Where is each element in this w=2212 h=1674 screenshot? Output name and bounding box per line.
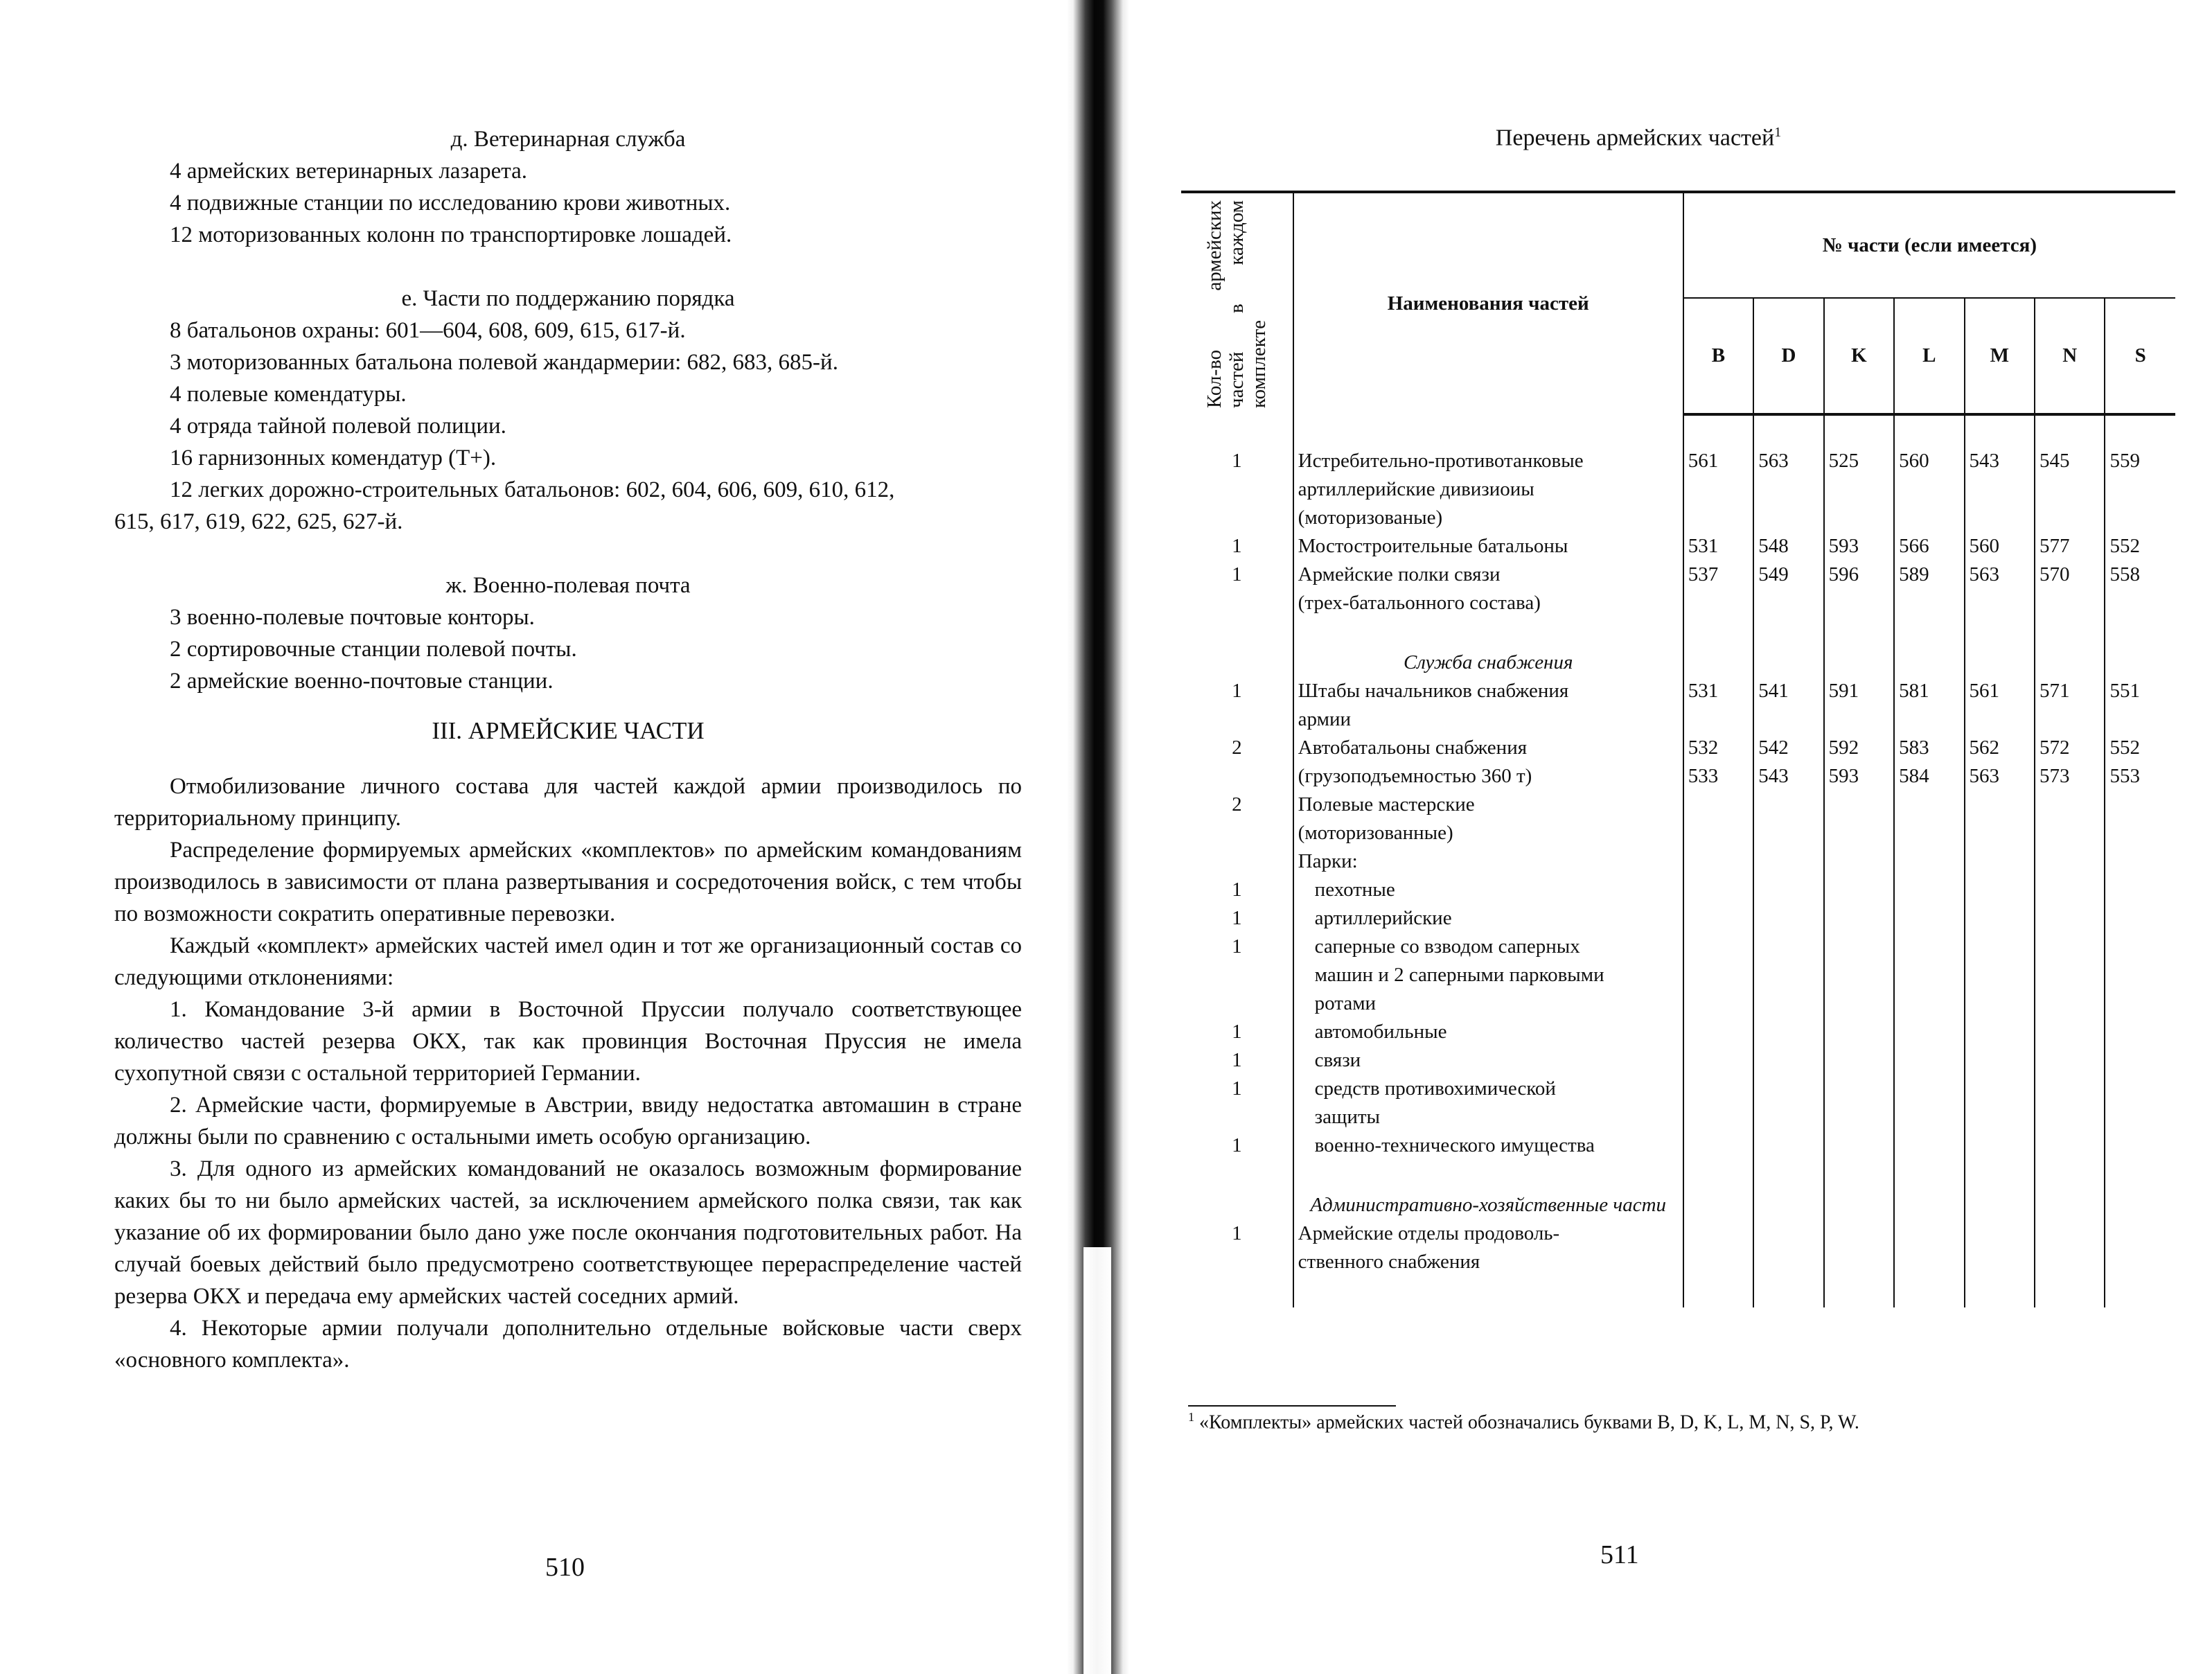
table-spacer-row [1181, 1276, 2175, 1307]
unit-number-cell [2035, 876, 2105, 904]
unit-count-cell: 1 [1181, 1018, 1293, 1046]
unit-number: 572 [2040, 737, 2070, 759]
unit-count-cell: 2 [1181, 791, 1293, 847]
table-row [1181, 791, 2175, 847]
unit-number-cell [1683, 933, 1753, 1018]
unit-number-cell [1683, 847, 1753, 876]
unit-number: 563 [1969, 765, 2000, 787]
page-number-right: 511 [1600, 1540, 1639, 1569]
header-name: Наименования частей [1293, 192, 1683, 414]
right-page [1129, 0, 2212, 1674]
unit-number-cell [1894, 532, 1964, 561]
unit-number-cell [2035, 791, 2105, 847]
unit-name-line: защиты [1314, 1106, 1381, 1128]
post-item: 2 армейские военно-почтовые станции. [170, 669, 554, 694]
unit-number-cell [1683, 649, 1753, 677]
unit-number-cell [1753, 561, 1823, 617]
unit-number-cell [1894, 933, 1964, 1018]
section-title: Административно-хозяйственные части [1293, 1191, 1683, 1219]
order-item: 16 гарнизонных комендатур (Т+). [170, 446, 497, 470]
table-body [1181, 414, 2175, 1307]
unit-number-cell [1683, 876, 1753, 904]
body-paragraph: 2. Армейские части, формируемые в Австрии, ввиду недостатка автомашин в стране должны были по сравнению с остальными иметь особую организацию. [114, 1093, 1022, 1149]
unit-number-cell [1965, 847, 2035, 876]
header-count [1181, 192, 1293, 414]
unit-number-cell [2105, 561, 2175, 617]
unit-number-cell [2105, 1075, 2175, 1131]
unit-name-cell [1293, 447, 1683, 532]
body-paragraph: Каждый «комплект» армейских частей имел один и тот же организационный состав со следующими отклонениями: [114, 933, 1022, 990]
unit-number-cell [1683, 447, 1753, 532]
unit-name-line: средств противохимической [1314, 1077, 1556, 1100]
unit-number-cell [2105, 1018, 2175, 1046]
unit-number-cell [1965, 1046, 2035, 1075]
table-row [1181, 677, 2175, 734]
unit-name-line: связи [1314, 1049, 1361, 1071]
unit-number-cell [1965, 649, 2035, 677]
unit-number-cell [1753, 1018, 1823, 1046]
unit-number-cell [1965, 904, 2035, 933]
table-row [1181, 1018, 2175, 1046]
header-letter: N [2035, 298, 2105, 414]
unit-count-cell: 1 [1181, 532, 1293, 561]
unit-number-cell [1824, 876, 1894, 904]
header-letter: S [2105, 298, 2175, 414]
unit-number: 566 [1899, 535, 1929, 557]
unit-number-cell [1824, 1219, 1894, 1276]
unit-name-line: Истребительно-противотанковые [1298, 450, 1584, 472]
header-letter: B [1683, 298, 1753, 414]
table-spacer-row [1181, 414, 2175, 447]
unit-number-cell [2105, 1131, 2175, 1160]
page-number-left: 510 [545, 1553, 585, 1582]
unit-number: 552 [2109, 535, 2140, 557]
table-title-note-mark: 1 [1774, 125, 1782, 140]
unit-number-cell [2035, 1046, 2105, 1075]
unit-name-line: артиллерийские [1314, 907, 1452, 929]
unit-number-cell [2035, 447, 2105, 532]
unit-number-cell [1894, 876, 1964, 904]
unit-number-cell [2035, 561, 2105, 617]
header-letter: D [1753, 298, 1823, 414]
unit-number-cell [1965, 532, 2035, 561]
unit-number-cell [1683, 791, 1753, 847]
unit-number: 532 [1688, 737, 1719, 759]
order-item: 3 моторизованных батальона полевой жандармерии: 682, 683, 685-й. [170, 350, 838, 375]
unit-name-line: (моторизованные) [1298, 822, 1453, 844]
unit-number-cell [1824, 847, 1894, 876]
unit-number-cell [1753, 649, 1823, 677]
unit-number-cell [1824, 734, 1894, 791]
unit-number-cell [2035, 904, 2105, 933]
table-row [1181, 904, 2175, 933]
unit-number-cell [1894, 734, 1964, 791]
unit-number: 563 [1969, 563, 2000, 585]
unit-number: 596 [1828, 563, 1859, 585]
table-row [1181, 532, 2175, 561]
unit-number: 584 [1899, 765, 1929, 787]
unit-number: 542 [1758, 737, 1789, 759]
unit-number: 592 [1828, 737, 1859, 759]
unit-number-cell [1894, 847, 1964, 876]
order-item: 4 отряда тайной полевой полиции. [170, 414, 506, 439]
unit-number-cell [1894, 791, 1964, 847]
unit-number: 591 [1828, 680, 1859, 702]
unit-count-cell: 1 [1181, 561, 1293, 617]
unit-number-cell [1753, 1191, 1823, 1219]
table-spacer-row [1181, 617, 2175, 649]
table-row [1181, 1075, 2175, 1131]
unit-number-cell [1965, 677, 2035, 734]
unit-name-line: Штабы начальников снабжения [1298, 680, 1569, 702]
veterinary-heading: д. Ветеринарная служба [450, 127, 686, 152]
veterinary-item: 4 армейских ветеринарных лазарета. [170, 159, 527, 184]
footnote-text: «Комплекты» армейских частей обозначались буквами B, D, K, L, M, N, S, P, W. [1199, 1411, 1859, 1434]
body-paragraph: 4. Некоторые армии получали дополнительно отдельные войсковые части сверх «основного комплекта». [114, 1316, 1022, 1373]
table-row [1181, 447, 2175, 532]
unit-number-cell [1683, 1018, 1753, 1046]
unit-number-cell [1894, 1075, 1964, 1131]
order-item: 8 батальонов охраны: 601—604, 608, 609, 615, 617-й. [170, 318, 686, 343]
unit-number-cell [1753, 904, 1823, 933]
table-row [1181, 1046, 2175, 1075]
unit-number-cell [1824, 1018, 1894, 1046]
unit-number-cell [2035, 847, 2105, 876]
left-page-text [114, 123, 1022, 1376]
unit-name-cell [1293, 734, 1683, 791]
unit-number: 548 [1758, 535, 1789, 557]
unit-name-line: Автобатальоны снабжения [1298, 737, 1528, 759]
order-long-item-line2: 615, 617, 619, 622, 625, 627-й. [114, 509, 403, 534]
unit-number-cell [1753, 734, 1823, 791]
unit-number-cell [1965, 1219, 2035, 1276]
unit-name-line: ственного снабжения [1298, 1251, 1480, 1273]
body-paragraph: Распределение формируемых армейских «комплектов» по армейским командованиям производилось в зависимости от плана развертывания и сосредоточения войск, с тем чтобы по возможности сократить оперативные перевозки. [114, 838, 1022, 926]
unit-number-cell [1824, 1191, 1894, 1219]
unit-number-cell [1753, 847, 1823, 876]
unit-number: 561 [1688, 450, 1719, 472]
unit-name-line: артиллерийские дивизиоиы [1298, 478, 1534, 500]
unit-name-line: Парки: [1298, 850, 1358, 872]
unit-number-cell [2105, 876, 2175, 904]
unit-number-cell [1824, 649, 1894, 677]
table-title [1129, 125, 2148, 151]
footnote [1188, 1410, 1859, 1434]
table-title-text: Перечень армейских частей [1495, 125, 1775, 151]
unit-number: 543 [1969, 450, 2000, 472]
table-row [1181, 1219, 2175, 1276]
unit-number-cell [1965, 1191, 2035, 1219]
unit-name-cell [1293, 561, 1683, 617]
unit-name-line: (трех-батальонного состава) [1298, 592, 1541, 614]
unit-name-cell [1293, 677, 1683, 734]
unit-number: 559 [2109, 450, 2140, 472]
table-spacer-row [1181, 1160, 2175, 1191]
unit-number-cell [1753, 1131, 1823, 1160]
unit-number: 558 [2109, 563, 2140, 585]
unit-number-cell [1824, 532, 1894, 561]
unit-number: 562 [1969, 737, 2000, 759]
unit-number-cell [1683, 532, 1753, 561]
unit-number-cell [1683, 1131, 1753, 1160]
unit-name-line: армии [1298, 708, 1351, 730]
unit-name-cell [1293, 904, 1683, 933]
order-heading: е. Части по поддержанию порядка [401, 286, 735, 311]
unit-name-line: Армейские полки связи [1298, 563, 1501, 585]
post-item: 3 военно-полевые почтовые конторы. [170, 605, 535, 630]
unit-number-cell [2035, 677, 2105, 734]
unit-number-cell [1965, 933, 2035, 1018]
unit-number-cell [1753, 791, 1823, 847]
unit-name-line: ротами [1314, 992, 1377, 1014]
unit-number-cell [1824, 1046, 1894, 1075]
unit-number-cell [1894, 1191, 1964, 1219]
unit-number-cell [2105, 447, 2175, 532]
unit-number-cell [2035, 1191, 2105, 1219]
left-page [0, 0, 1060, 1674]
unit-number: 593 [1828, 535, 1859, 557]
table-row [1181, 876, 2175, 904]
unit-number-cell [1894, 1046, 1964, 1075]
unit-name-cell [1293, 876, 1683, 904]
header-count-label: Кол-во армейских частей в каждом комплекте [1203, 200, 1271, 408]
body-paragraph: 1. Командование 3-й армии в Восточной Пруссии получало соответствующее количество частей резерва ОКХ, так как провинция Восточная Пруссия не имела сухопутной связи с остальной территорией Германии. [114, 997, 1022, 1086]
header-letter: L [1894, 298, 1964, 414]
unit-name-cell [1293, 1219, 1683, 1276]
unit-number-cell [1753, 876, 1823, 904]
footnote-rule [1188, 1405, 1396, 1407]
unit-number-cell [1894, 677, 1964, 734]
unit-number: 545 [2040, 450, 2070, 472]
unit-number-cell [2105, 532, 2175, 561]
unit-number-cell [1753, 1219, 1823, 1276]
post-item: 2 сортировочные станции полевой почты. [170, 637, 577, 662]
body-paragraph: Отмобилизование личного состава для частей каждой армии производилось по территориальному принципу. [114, 774, 1022, 831]
section-title: Служба снабжения [1293, 649, 1683, 677]
unit-number-cell [1683, 1075, 1753, 1131]
order-item: 4 полевые комендатуры. [170, 382, 407, 407]
unit-number: 570 [2040, 563, 2070, 585]
unit-count-cell: 1 [1181, 904, 1293, 933]
header-letter: K [1824, 298, 1894, 414]
post-heading: ж. Военно-полевая почта [445, 573, 691, 598]
unit-number-cell [1894, 649, 1964, 677]
unit-number: 593 [1828, 765, 1859, 787]
unit-count-cell: 1 [1181, 677, 1293, 734]
unit-name-line: Армейские отделы продоволь- [1298, 1222, 1560, 1244]
unit-name-line: машин и 2 саперными парковыми [1314, 964, 1604, 986]
unit-number-cell [1683, 1191, 1753, 1219]
table-section-row [1181, 649, 2175, 677]
unit-number: 537 [1688, 563, 1719, 585]
unit-number-cell [2105, 1046, 2175, 1075]
unit-number: 589 [1899, 563, 1929, 585]
unit-name-line: (моторизованые) [1298, 506, 1443, 529]
unit-count-cell: 1 [1181, 1131, 1293, 1160]
unit-number-cell [2105, 1191, 2175, 1219]
unit-number-cell [1965, 876, 2035, 904]
unit-number: 553 [2109, 765, 2140, 787]
unit-number-cell [1965, 561, 2035, 617]
unit-count-cell: 1 [1181, 1075, 1293, 1131]
unit-count-cell: 2 [1181, 734, 1293, 791]
unit-number: 525 [1828, 450, 1859, 472]
unit-number-cell [1683, 1219, 1753, 1276]
unit-number-cell [1824, 561, 1894, 617]
unit-number-cell [2035, 649, 2105, 677]
unit-number-cell [2105, 734, 2175, 791]
unit-number: 533 [1688, 765, 1719, 787]
unit-name-cell [1293, 1075, 1683, 1131]
section-heading: III. АРМЕЙСКИЕ ЧАСТИ [432, 717, 705, 744]
unit-number-cell [2105, 649, 2175, 677]
veterinary-item: 4 подвижные станции по исследованию крови животных. [170, 191, 731, 215]
footnote-mark: 1 [1188, 1410, 1194, 1424]
table-section-row [1181, 1191, 2175, 1219]
unit-number: 531 [1688, 535, 1719, 557]
unit-number-cell [1683, 904, 1753, 933]
unit-number-cell [1753, 933, 1823, 1018]
unit-number-cell [1753, 677, 1823, 734]
unit-name-line: военно-технического имущества [1314, 1134, 1595, 1156]
unit-number-cell [1824, 904, 1894, 933]
unit-number-cell [1965, 734, 2035, 791]
unit-number-cell [2105, 904, 2175, 933]
unit-number-cell [1965, 1018, 2035, 1046]
army-units-table [1181, 191, 2175, 1307]
unit-number: 563 [1758, 450, 1789, 472]
unit-number: 583 [1899, 737, 1929, 759]
unit-number-cell [2105, 847, 2175, 876]
unit-number-cell [2105, 933, 2175, 1018]
unit-number: 560 [1899, 450, 1929, 472]
unit-number-cell [2035, 1018, 2105, 1046]
unit-number-cell [1965, 1075, 2035, 1131]
unit-number-cell [1683, 1046, 1753, 1075]
unit-number-cell [1894, 1131, 1964, 1160]
unit-number: 551 [2109, 680, 2140, 702]
unit-number-cell [1683, 561, 1753, 617]
unit-name-cell [1293, 791, 1683, 847]
unit-number-cell [2105, 677, 2175, 734]
unit-number-cell [1824, 1075, 1894, 1131]
unit-number-cell [1894, 561, 1964, 617]
unit-number: 543 [1758, 765, 1789, 787]
veterinary-item: 12 моторизованных колонн по транспортировке лошадей. [170, 222, 732, 247]
unit-number-cell [1683, 734, 1753, 791]
unit-number: 581 [1899, 680, 1929, 702]
unit-number: 549 [1758, 563, 1789, 585]
unit-number: 577 [2040, 535, 2070, 557]
unit-count-cell [1181, 847, 1293, 876]
unit-number-cell [1965, 791, 2035, 847]
unit-name-cell [1293, 1131, 1683, 1160]
unit-name-cell [1293, 847, 1683, 876]
unit-number-cell [1894, 904, 1964, 933]
unit-number-cell [1753, 1046, 1823, 1075]
unit-number: 531 [1688, 680, 1719, 702]
unit-number: 571 [2040, 680, 2070, 702]
unit-number-cell [1894, 447, 1964, 532]
table-row [1181, 1131, 2175, 1160]
unit-name-line: автомобильные [1314, 1021, 1447, 1043]
unit-number-cell [1824, 1131, 1894, 1160]
unit-number-cell [1753, 447, 1823, 532]
unit-name-cell [1293, 1018, 1683, 1046]
table-row [1181, 734, 2175, 791]
unit-number-cell [1824, 933, 1894, 1018]
book-spine-shadow [1067, 0, 1129, 1674]
unit-name-line: Мостостроительные батальоны [1298, 535, 1568, 557]
unit-number-cell [1965, 1131, 2035, 1160]
unit-count-cell: 1 [1181, 1219, 1293, 1276]
unit-number-cell [1894, 1219, 1964, 1276]
unit-name-line: саперные со взводом саперных [1314, 935, 1580, 958]
unit-number-cell [2105, 1219, 2175, 1276]
unit-name-line: пехотные [1314, 879, 1395, 901]
table-header [1181, 192, 2175, 414]
unit-name-line: (грузоподъемностью 360 т) [1298, 765, 1532, 787]
unit-count-cell: 1 [1181, 933, 1293, 1018]
header-unit-number: № части (если имеется) [1683, 192, 2175, 298]
unit-number-cell [1965, 447, 2035, 532]
unit-number-cell [2035, 734, 2105, 791]
unit-number-cell [2035, 532, 2105, 561]
unit-number-cell [2035, 1131, 2105, 1160]
body-paragraph: 3. Для одного из армейских командований не оказалось возможным формирование каких бы то ни было армейских частей, за исключением армейского полка связи, так как указание об их формировании было дано уже после окончания подготовительных работ. На случай боевых действий было предусмотрено соответствующее перераспределение частей резерва ОКХ и передача ему армейских частей соседних армий. [114, 1156, 1022, 1309]
order-long-item-line1: 12 легких дорожно-строительных батальонов: 602, 604, 606, 609, 610, 612, [170, 477, 895, 502]
unit-number: 541 [1758, 680, 1789, 702]
unit-number-cell [1753, 532, 1823, 561]
unit-name-line: Полевые мастерские [1298, 793, 1475, 816]
unit-number-cell [1894, 1018, 1964, 1046]
unit-number: 552 [2109, 737, 2140, 759]
unit-count-cell: 1 [1181, 447, 1293, 532]
unit-name-cell [1293, 532, 1683, 561]
table-row [1181, 847, 2175, 876]
unit-number-cell [2035, 1219, 2105, 1276]
unit-number: 573 [2040, 765, 2070, 787]
unit-number-cell [2035, 1075, 2105, 1131]
unit-number-cell [2105, 791, 2175, 847]
unit-count-cell: 1 [1181, 876, 1293, 904]
unit-number: 561 [1969, 680, 2000, 702]
table-row [1181, 933, 2175, 1018]
unit-name-cell [1293, 933, 1683, 1018]
unit-count-cell: 1 [1181, 1046, 1293, 1075]
unit-number-cell [1824, 677, 1894, 734]
table-row [1181, 561, 2175, 617]
unit-number: 560 [1969, 535, 2000, 557]
unit-name-cell [1293, 1046, 1683, 1075]
unit-number-cell [1683, 677, 1753, 734]
unit-number-cell [1824, 447, 1894, 532]
header-letter: M [1965, 298, 2035, 414]
unit-number-cell [1824, 791, 1894, 847]
unit-number-cell [1753, 1075, 1823, 1131]
unit-number-cell [2035, 933, 2105, 1018]
